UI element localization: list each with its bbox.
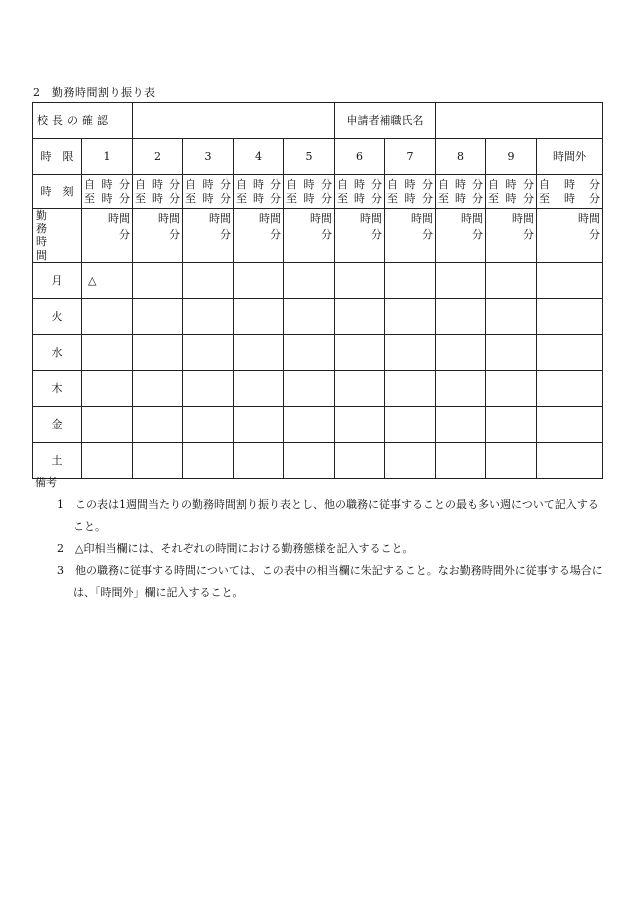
schedule-cell[interactable]: [82, 406, 133, 442]
period-header: 6: [335, 139, 385, 175]
time-unit: 分: [119, 191, 130, 205]
time-unit: 分: [589, 191, 600, 205]
work-label-line1: 勤 務: [36, 209, 70, 236]
schedule-cell[interactable]: [183, 262, 234, 298]
work-hours-cell[interactable]: [537, 209, 603, 263]
period-header: 8: [436, 139, 486, 175]
work-hours-cell[interactable]: [82, 209, 133, 263]
day-row: [33, 406, 603, 442]
period-header: 時間外: [537, 139, 603, 175]
minutes-unit: 分: [119, 228, 130, 241]
time-from-line: [236, 178, 283, 191]
time-unit: 時: [253, 191, 264, 205]
time-to-line: [488, 192, 536, 205]
schedule-cell[interactable]: [486, 298, 537, 334]
time-unit: 至: [286, 191, 297, 205]
note-item: 3 他の職務に従事する時間については、この表中の相当欄に朱記すること。なお勤務時間外に従事する場合には、「時間外」欄に記入すること。: [57, 564, 603, 599]
time-unit: 自: [135, 178, 146, 192]
day-row: [33, 370, 603, 406]
time-unit: 至: [539, 191, 550, 205]
time-unit: 分: [119, 178, 130, 192]
day-row: [33, 334, 603, 370]
minutes-unit: 分: [472, 228, 483, 241]
period-header: 5: [284, 139, 335, 175]
form-title: 2 勤務時間割り振り表: [33, 86, 156, 99]
schedule-cell[interactable]: [183, 334, 234, 370]
period-header: 2: [133, 139, 183, 175]
time-from-line: [185, 178, 233, 191]
hours-unit: 時間: [108, 212, 130, 225]
time-unit: 分: [270, 178, 281, 192]
notes-heading: 備考: [35, 476, 57, 489]
header-row: [33, 103, 603, 139]
minutes-unit: 分: [220, 228, 231, 241]
period-header: 9: [486, 139, 537, 175]
schedule-cell[interactable]: [183, 406, 234, 442]
period-header: 3: [183, 139, 234, 175]
period-row: [33, 139, 603, 175]
applicant-name-cell[interactable]: [436, 103, 603, 139]
time-unit: 時: [354, 191, 365, 205]
time-unit: 至: [84, 191, 95, 205]
note-item: 1 この表は1週間当たりの勤務時間割り振り表とし、他の職務に従事することの最も多い週について記入すること。: [57, 498, 599, 533]
hours-unit: 時間: [512, 212, 534, 225]
schedule-cell[interactable]: [537, 370, 603, 406]
time-unit: 分: [169, 178, 180, 192]
work-hours-cell[interactable]: [133, 209, 183, 263]
time-cell[interactable]: [537, 175, 603, 209]
time-unit: 分: [169, 191, 180, 205]
day-row: [33, 262, 603, 298]
schedule-cell[interactable]: [335, 334, 385, 370]
time-to-line: [438, 192, 485, 205]
work-hours-cell[interactable]: [234, 209, 284, 263]
day-label: 金: [33, 406, 82, 442]
time-cell[interactable]: [335, 175, 385, 209]
time-unit: 時: [564, 178, 575, 192]
time-cell[interactable]: [284, 175, 335, 209]
hours-unit: 時間: [360, 212, 382, 225]
schedule-cell[interactable]: [335, 298, 385, 334]
time-cell[interactable]: [385, 175, 436, 209]
schedule-cell[interactable]: [486, 334, 537, 370]
time-cell[interactable]: [486, 175, 537, 209]
schedule-cell[interactable]: [385, 298, 436, 334]
time-unit: 時: [354, 178, 365, 192]
work-hours-cell[interactable]: [335, 209, 385, 263]
time-to-line: [236, 192, 283, 205]
time-unit: 自: [387, 178, 398, 192]
schedule-cell[interactable]: [385, 370, 436, 406]
time-label: 時 刻: [33, 175, 82, 209]
schedule-cell[interactable]: [82, 370, 133, 406]
time-unit: 分: [371, 178, 382, 192]
time-from-line: [488, 178, 536, 191]
hours-unit: 時間: [158, 212, 180, 225]
schedule-cell[interactable]: [234, 370, 284, 406]
day-label: 土: [33, 442, 82, 478]
time-unit: 分: [422, 178, 433, 192]
time-unit: 至: [438, 191, 449, 205]
notes-section: [33, 472, 608, 604]
time-unit: 時: [505, 178, 517, 192]
schedule-cell[interactable]: [436, 262, 486, 298]
time-unit: 時: [303, 191, 315, 205]
schedule-cell[interactable]: [335, 262, 385, 298]
time-to-line: [387, 192, 435, 205]
schedule-cell[interactable]: [133, 406, 183, 442]
time-unit: 自: [438, 178, 449, 192]
hours-unit: 時間: [578, 212, 601, 225]
time-from-line: [337, 178, 384, 191]
schedule-cell[interactable]: [133, 298, 183, 334]
minutes-unit: 分: [270, 228, 281, 241]
time-from-line: [84, 178, 132, 191]
hours-unit: 時間: [310, 212, 332, 225]
time-from-line: [286, 178, 334, 191]
schedule-cell[interactable]: [234, 298, 284, 334]
time-unit: 時: [152, 178, 163, 192]
time-unit: 分: [220, 178, 231, 192]
schedule-cell[interactable]: [486, 262, 537, 298]
time-cell[interactable]: [183, 175, 234, 209]
time-from-line: [539, 178, 602, 191]
time-unit: 時: [455, 191, 466, 205]
time-unit: 自: [84, 178, 95, 192]
schedule-cell[interactable]: [385, 406, 436, 442]
schedule-cell[interactable]: [335, 406, 385, 442]
principal-confirm-cell[interactable]: [133, 103, 335, 139]
schedule-cell[interactable]: [234, 262, 284, 298]
schedule-cell[interactable]: [385, 262, 436, 298]
hours-unit: 時間: [259, 212, 281, 225]
period-header: 4: [234, 139, 284, 175]
time-unit: 分: [220, 191, 231, 205]
time-row: [33, 175, 603, 209]
minutes-unit: 分: [422, 228, 433, 241]
schedule-cell[interactable]: [486, 370, 537, 406]
day-label: 水: [33, 334, 82, 370]
time-to-line: [539, 192, 602, 205]
time-unit: 至: [185, 191, 196, 205]
schedule-cell[interactable]: [133, 370, 183, 406]
schedule-cell[interactable]: [284, 334, 335, 370]
schedule-cell[interactable]: [234, 406, 284, 442]
minutes-unit: 分: [589, 228, 601, 241]
time-unit: 分: [472, 178, 483, 192]
time-unit: 時: [101, 191, 113, 205]
time-unit: 時: [152, 191, 163, 205]
schedule-cell[interactable]: [436, 370, 486, 406]
schedule-cell[interactable]: [284, 406, 335, 442]
time-to-line: [337, 192, 384, 205]
principal-label: 校長の確認: [33, 103, 133, 139]
schedule-cell[interactable]: [537, 406, 603, 442]
schedule-cell[interactable]: [82, 262, 133, 298]
time-cell[interactable]: [82, 175, 133, 209]
time-unit: 分: [523, 191, 534, 205]
time-unit: 自: [488, 178, 499, 192]
time-unit: 時: [303, 178, 315, 192]
time-unit: 分: [589, 178, 600, 192]
schedule-cell[interactable]: [537, 334, 603, 370]
time-unit: 分: [270, 191, 281, 205]
applicant-label: 申請者補職氏名: [335, 103, 436, 139]
time-unit: 至: [387, 191, 398, 205]
schedule-cell[interactable]: [183, 370, 234, 406]
hours-unit: 時間: [461, 212, 483, 225]
schedule-table: [32, 102, 603, 479]
time-unit: 分: [523, 178, 534, 192]
period-header: 7: [385, 139, 436, 175]
minutes-unit: 分: [169, 228, 180, 241]
period-header: 1: [82, 139, 133, 175]
period-label: 時 限: [33, 139, 82, 175]
time-unit: 自: [236, 178, 247, 192]
work-hours-cell[interactable]: [436, 209, 486, 263]
time-unit: 時: [202, 178, 214, 192]
time-from-line: [135, 178, 182, 191]
schedule-cell[interactable]: [183, 298, 234, 334]
schedule-cell[interactable]: [284, 370, 335, 406]
schedule-cell[interactable]: [436, 334, 486, 370]
time-cell[interactable]: [436, 175, 486, 209]
minutes-unit: 分: [523, 228, 534, 241]
time-unit: 自: [286, 178, 297, 192]
time-unit: 分: [422, 191, 433, 205]
time-cell[interactable]: [234, 175, 284, 209]
time-unit: 至: [337, 191, 348, 205]
schedule-cell[interactable]: [133, 334, 183, 370]
time-to-line: [286, 192, 334, 205]
time-unit: 至: [236, 191, 247, 205]
time-to-line: [84, 192, 132, 205]
schedule-cell[interactable]: [537, 262, 603, 298]
time-unit: 時: [202, 191, 214, 205]
time-unit: 至: [488, 191, 499, 205]
time-unit: 至: [135, 191, 146, 205]
hours-unit: 時間: [411, 212, 433, 225]
time-unit: 時: [505, 191, 517, 205]
time-unit: 時: [101, 178, 113, 192]
work-label-line2: 時 間: [36, 235, 70, 262]
schedule-cell[interactable]: [82, 334, 133, 370]
schedule-cell[interactable]: [82, 298, 133, 334]
time-unit: 分: [321, 191, 332, 205]
time-from-line: [438, 178, 485, 191]
time-unit: 自: [337, 178, 348, 192]
time-unit: 時: [455, 178, 466, 192]
day-label: 木: [33, 370, 82, 406]
time-unit: 分: [472, 191, 483, 205]
minutes-unit: 分: [371, 228, 382, 241]
day-label: 火: [33, 298, 82, 334]
schedule-cell[interactable]: [284, 262, 335, 298]
work-hours-cell[interactable]: [486, 209, 537, 263]
time-unit: 分: [321, 178, 332, 192]
time-unit: 時: [253, 178, 264, 192]
day-row: [33, 298, 603, 334]
time-from-line: [387, 178, 435, 191]
work-hours-label: [33, 209, 82, 263]
schedule-cell[interactable]: [133, 262, 183, 298]
time-unit: 分: [371, 191, 382, 205]
schedule-cell[interactable]: [385, 334, 436, 370]
time-unit: 時: [404, 178, 416, 192]
schedule-cell[interactable]: [335, 370, 385, 406]
work-hours-cell[interactable]: [183, 209, 234, 263]
hours-unit: 時間: [209, 212, 231, 225]
minutes-unit: 分: [321, 228, 332, 241]
time-cell[interactable]: [133, 175, 183, 209]
triangle-mark: △: [88, 273, 97, 287]
work-hours-row: [33, 209, 603, 263]
day-label: 月: [33, 262, 82, 298]
time-unit: 時: [404, 191, 416, 205]
schedule-cell[interactable]: [436, 298, 486, 334]
work-hours-cell[interactable]: [284, 209, 335, 263]
schedule-cell[interactable]: [284, 298, 335, 334]
time-unit: 自: [185, 178, 196, 192]
note-item: 2 △印相当欄には、それぞれの時間における勤務態様を記入すること。: [57, 542, 414, 555]
time-unit: 時: [564, 191, 575, 205]
time-to-line: [135, 192, 182, 205]
schedule-cell[interactable]: [537, 298, 603, 334]
schedule-cell[interactable]: [234, 334, 284, 370]
time-to-line: [185, 192, 233, 205]
schedule-cell[interactable]: [436, 406, 486, 442]
time-unit: 自: [539, 178, 550, 192]
schedule-cell[interactable]: [486, 406, 537, 442]
work-hours-cell[interactable]: [385, 209, 436, 263]
